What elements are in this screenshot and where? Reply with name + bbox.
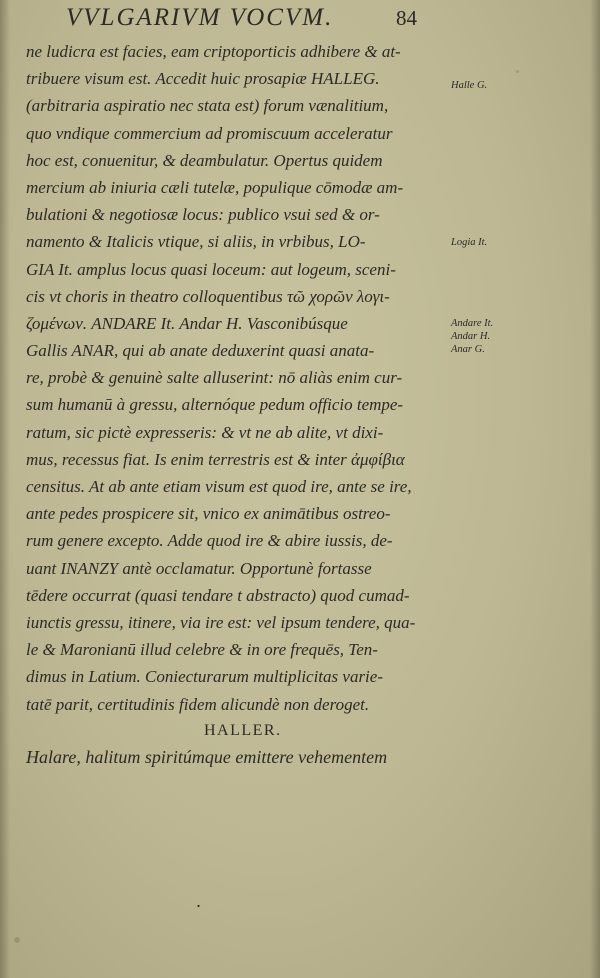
text-line: re, probè & genuinè salte alluserint: nō aliàs enim cur-: [26, 368, 403, 388]
text-line: GIA It. amplus locus quasi loceum: aut logeum, sceni-: [26, 259, 396, 279]
text-line: namento & Italicis vtique, si aliis, in vrbibus, LO-: [26, 232, 366, 252]
text-line: le & Maronianū illud celebre & in ore frequēs, Ten-: [26, 640, 378, 660]
text-line: cis vt choris in theatro colloquentibus τῶ χορῶν λογι-: [26, 286, 390, 306]
text-line: dimus in Latium. Coniecturarum multiplicitas varie-: [26, 667, 383, 687]
signature-mark: ·: [196, 896, 201, 916]
text-line: mercium ab iniuria cæli tutelæ, populique cōmodæ am-: [26, 177, 404, 197]
running-title: VVLGARIVM VOCVM.: [66, 4, 334, 31]
margin-note-logia: Logia It.: [451, 237, 488, 248]
text-line: quo vndique commercium ad promiscuum acceleratur: [26, 123, 393, 143]
text-line: rum genere excepto. Adde quod ire & abire iussis, de-: [26, 531, 393, 551]
stain-mark: [516, 70, 519, 73]
text-line: tatē parit, certitudinis fidem alicundè non deroget.: [26, 694, 370, 714]
margin-note-andare-3: Anar G.: [451, 344, 485, 355]
text-line: sum humanū à gressu, alternóque pedum officio tempe-: [26, 395, 404, 415]
text-line: bulationi & negotiosæ locus: publico vsui sed & or-: [26, 205, 380, 225]
text-line: ratum, sic pictè expresseris: & vt ne ab alite, vt dixi-: [26, 422, 384, 442]
text-line: hoc est, conuenitur, & deambulatur. Opertus quidem: [26, 150, 383, 170]
text-line: tēdere occurrat (quasi tendare t abstracto) quod cumad-: [26, 585, 410, 605]
margin-note-andare-1: Andare It.: [451, 318, 494, 329]
body-text: [26, 38, 446, 771]
margin-note-halle: Halle G.: [451, 80, 488, 91]
text-line: ne ludicra est facies, eam criptoporticis adhibere & at-: [26, 42, 401, 61]
page-number: 84: [396, 6, 417, 30]
text-line: uant INANZY antè occlamatur. Opportunè fortasse: [26, 558, 372, 578]
text-line: ζομένων. ANDARE It. Andar H. Vasconibúsque: [26, 313, 348, 333]
text-line: mus, recessus fiat. Is enim terrestris est & inter ἀμφίβια: [26, 449, 405, 469]
text-line: censitus. At ab ante etiam visum est quod ire, ante se ire,: [26, 477, 412, 496]
text-line: ante pedes prospicere sit, vnico ex animātibus ostreo-: [26, 504, 391, 524]
scan-edge-right: [590, 0, 600, 978]
margin-note-andare-2: Andar H.: [451, 331, 491, 342]
stain-mark: [14, 937, 20, 943]
text-line: (arbitraria aspiratio nec stata est) forum vænalitium,: [26, 96, 389, 116]
scan-edge-left: [0, 0, 10, 978]
text-line: Gallis ANAR, qui ab anate deduxerint quasi anata-: [26, 341, 375, 361]
closing-line: Halare, halitum spiritúmque emittere vehementem: [26, 746, 388, 767]
text-line: tribuere visum est. Accedit huic prosapiæ HALLEG.: [26, 69, 380, 89]
section-title: HALLER.: [204, 721, 282, 739]
text-line: iunctis gressu, itinere, via ire est: vel ipsum tendere, qua-: [26, 612, 416, 632]
